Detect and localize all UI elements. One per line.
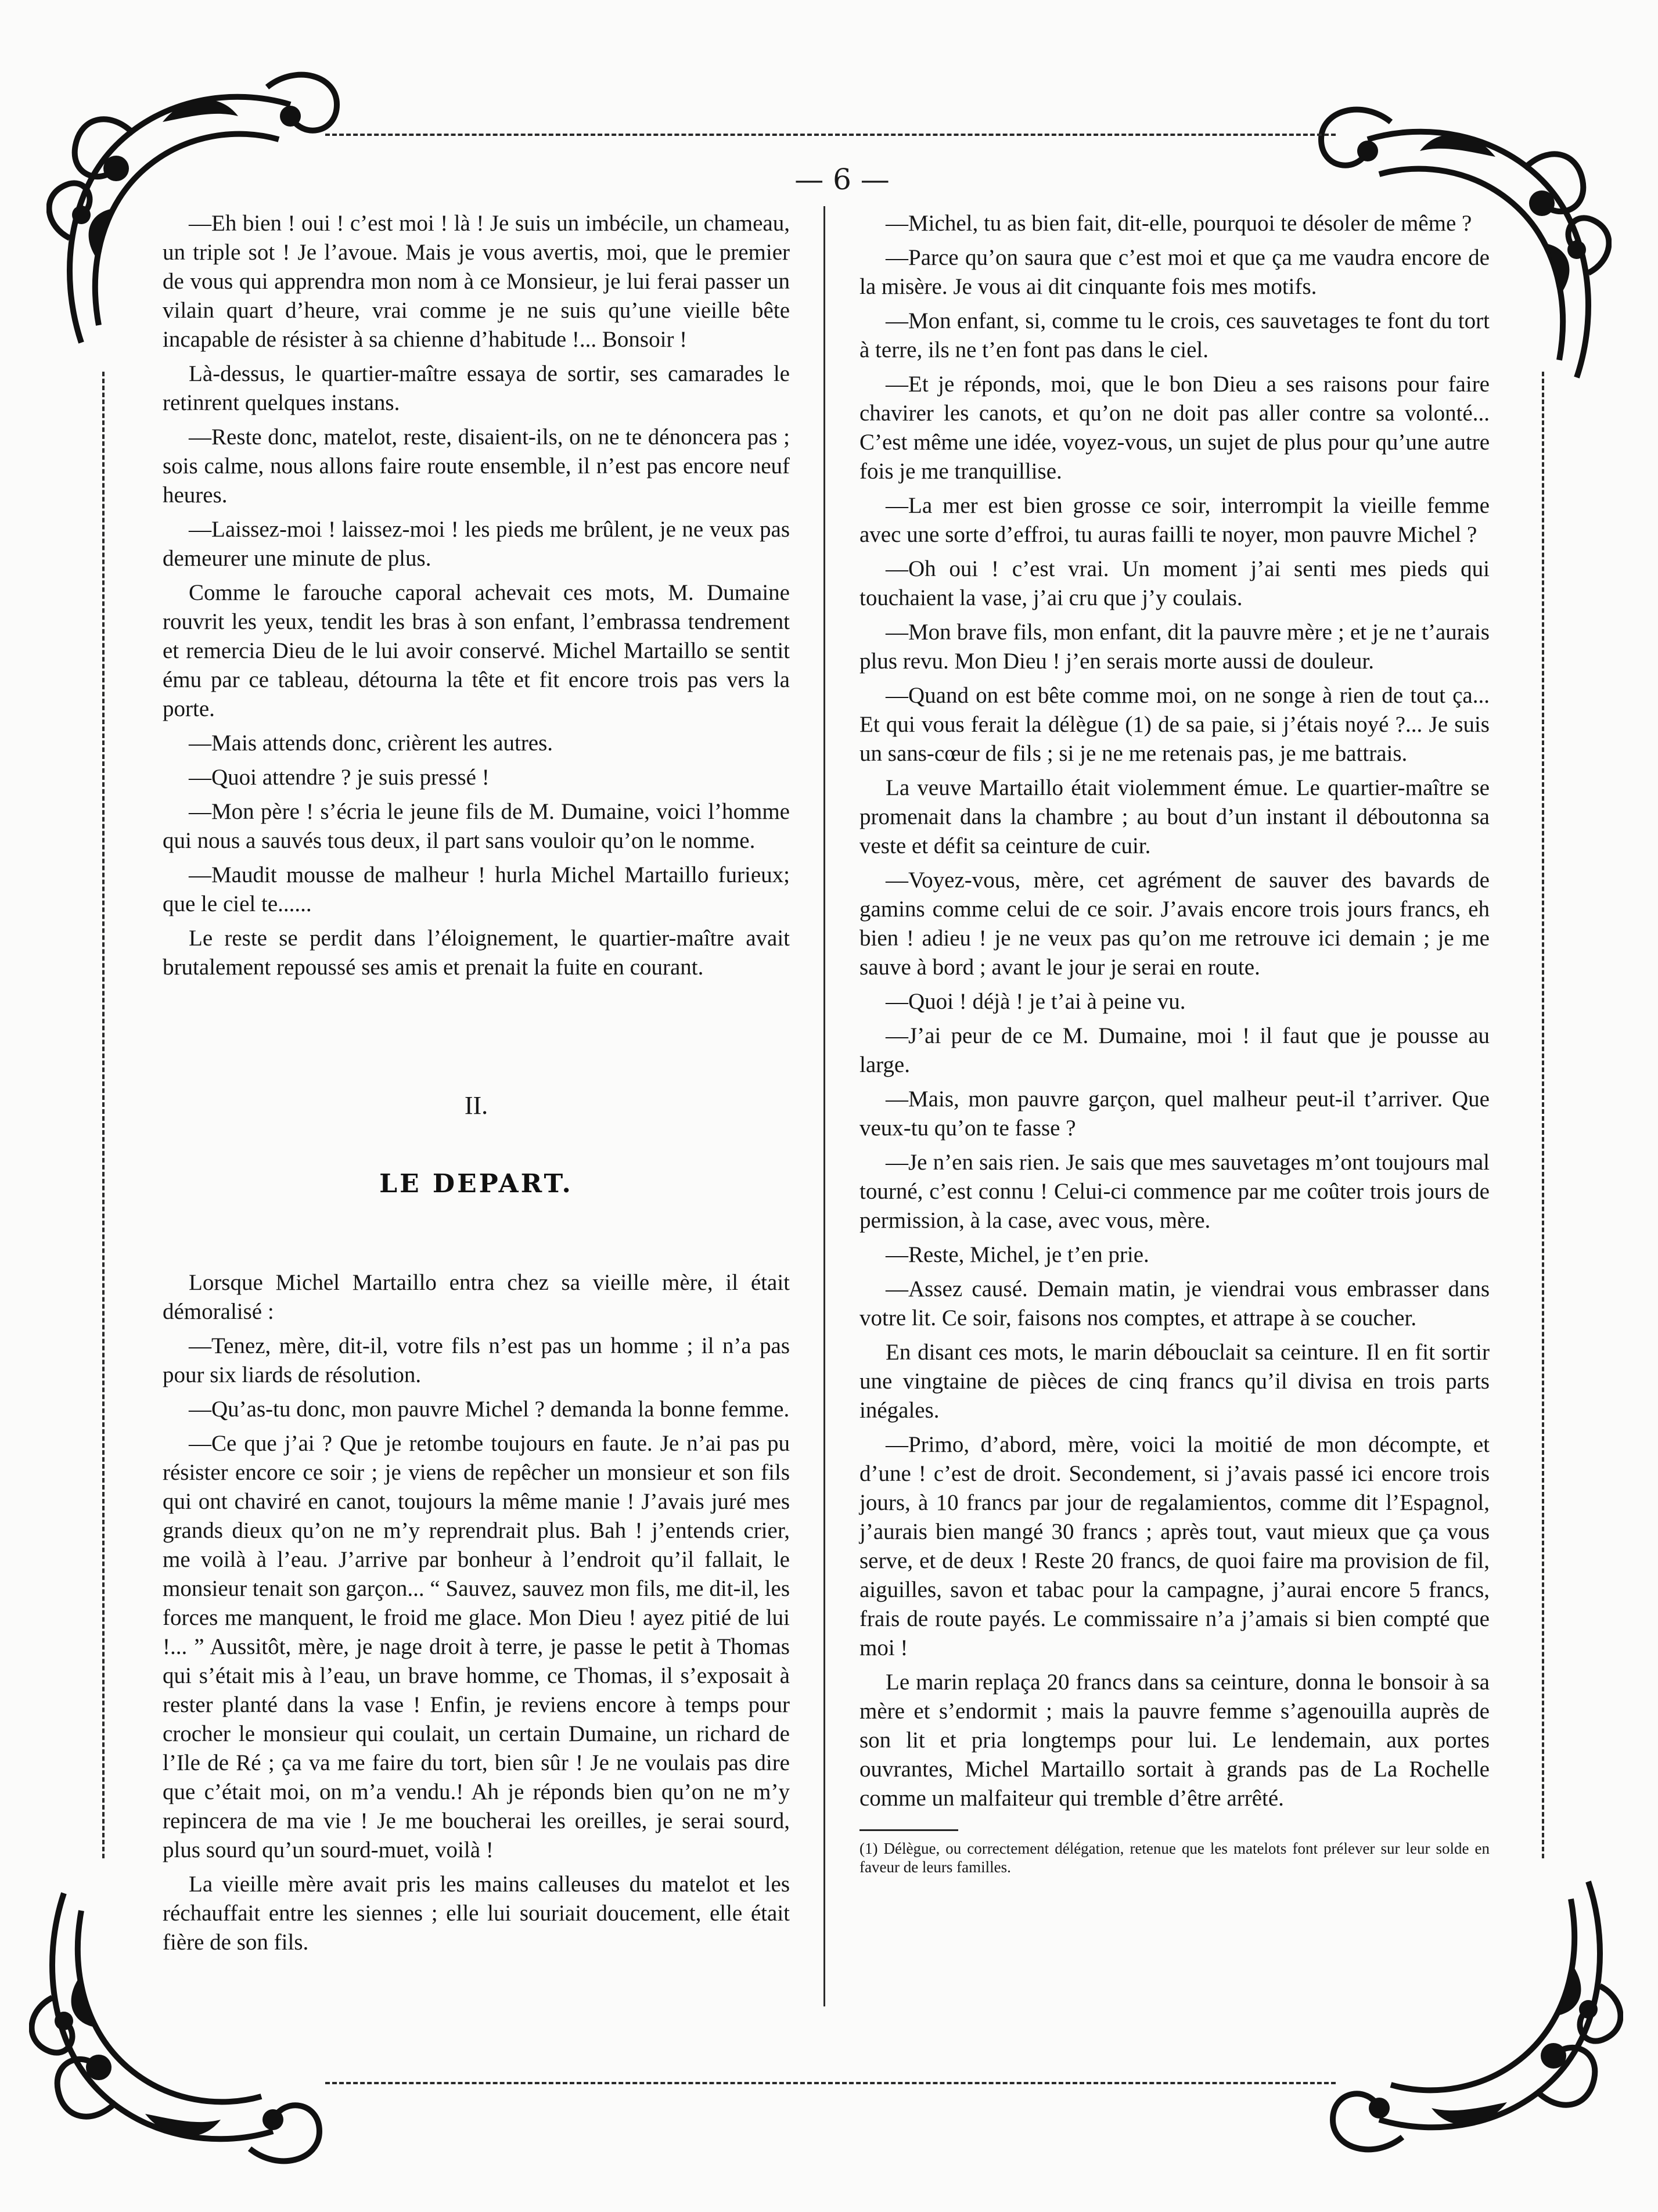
- footnote: (1) Délègue, ou correctement délégation, retenue que les matelots font prélever sur leur solde en faveur de leurs familles.: [859, 1840, 1490, 1876]
- paragraph: —Parce qu’on saura que c’est moi et que ça me vaudra encore de la misère. Je vous ai dit cinquante fois mes motifs.: [859, 245, 1490, 299]
- section-number: II.: [464, 1091, 488, 1120]
- frame-border-left: [102, 372, 105, 1858]
- section-title: LE DEPART.: [379, 1169, 573, 1199]
- paragraph: —Je n’en sais rien. Je sais que mes sauvetages m’ont toujours mal tourné, c’est connu ! Celui-ci commence par me coûter trois jours de permission, à la case, avec vous, mère.: [859, 1150, 1490, 1233]
- paragraph: —Michel, tu as bien fait, dit-elle, pourquoi te désoler de même ?: [886, 211, 1472, 236]
- paragraph: —Qu’as-tu donc, mon pauvre Michel ? demanda la bonne femme.: [189, 1397, 790, 1422]
- paragraph: —Mon enfant, si, comme tu le crois, ces sauvetages te font du tort à terre, ils ne t’en font pas dans le ciel.: [859, 308, 1490, 362]
- paragraph: —Reste, Michel, je t’en prie.: [886, 1242, 1149, 1267]
- paragraph: —Assez causé. Demain matin, je viendrai vous embrasser dans votre lit. Ce soir, faisons nos comptes, et attrape à se coucher.: [859, 1276, 1490, 1330]
- paragraph: Comme le farouche caporal achevait ces mots, M. Dumaine rouvrit les yeux, tendit les bras à son enfant, l’embrassa tendrement et remercia Dieu de le lui avoir conservé. Michel Martaillo se sentit ému par ce tableau, détourna la tête et fit encore trois pas vers la porte.: [163, 580, 790, 721]
- paragraph: —Mon brave fils, mon enfant, dit la pauvre mère ; et je ne t’aurais plus revu. Mon Dieu ! j’en serais morte aussi de douleur.: [859, 620, 1490, 674]
- paragraph: La veuve Martaillo était violemment émue. Le quartier-maître se promenait dans la chambre ; au bout d’un instant il déboutonna sa veste et défit sa ceinture de cuir.: [859, 775, 1490, 858]
- frame-border-bottom: [325, 2082, 1336, 2084]
- paragraph: —Reste donc, matelot, reste, disaient-ils, on ne te dénoncera pas ; sois calme, nous allons faire route ensemble, il n’est pas encore neuf heures.: [163, 425, 790, 508]
- paragraph: —Quoi ! déjà ! je t’ai à peine vu.: [886, 989, 1186, 1014]
- paragraph: —Eh bien ! oui ! c’est moi ! là ! Je suis un imbécile, un chameau, un triple sot ! Je l’avoue. Mais je vous avertis, moi, que le premier de vous qui apprendra mon nom à ce Monsieur, je lui ferai passer un vilain quart d’heure, vrai comme je ne suis qu’une vieille bête incapable de résister à sa chienne d’habitude !... Bonsoir !: [163, 211, 790, 352]
- paragraph: —Quoi attendre ? je suis pressé !: [189, 765, 490, 790]
- paragraph: —Et je réponds, moi, que le bon Dieu a ses raisons pour faire chavirer les canots, et qu’on ne doit pas aller contre sa volonté... C’est même une idée, voyez-vous, un sujet de plus pour qu’une autre fois je me tranquillise.: [859, 372, 1490, 484]
- frame-border-right: [1542, 372, 1544, 1858]
- paragraph: Le marin replaça 20 francs dans sa ceinture, donna le bonsoir à sa mère et s’endormit ; mais la pauvre femme s’agenouilla auprès de son lit et pria longtemps pour lui. Le lendemain, aux portes ouvrantes, Michel Martaillo sortait à grands pas de La Rochelle comme un malfaiteur qui tremble d’être arrêté.: [859, 1670, 1490, 1811]
- paragraph: —Ce que j’ai ? Que je retombe toujours en faute. Je n’ai pas pu résister encore ce soir ; je viens de repêcher un monsieur et son fils qui ont chaviré en canot, toujours la même manie ! J’avais juré mes grands dieux qu’on ne m’y reprendrait plus. Bah ! j’entends crier, me voilà à l’eau. J’arrive par bonheur à l’endroit qu’il fallait, le monsieur tenait son garçon... “ Sauvez, sauvez mon fils, me dit-il, les forces me manquent, le froid me glace. Mon Dieu ! ayez pitié de lui !... ” Aussitôt, mère, je nage droit à terre, je passe le petit à Thomas qui s’était mis à l’eau, un brave homme, ce Thomas, il s’exposait à rester planté dans la vase ! Enfin, je reviens encore à temps pour crocher le monsieur qui coulait, un certain Dumaine, un richard de l’Ile de Ré ; ça va me faire du tort, bien sûr ! Je ne voulais pas dire que c’était moi, on m’a vendu.! Ah je réponds bien qu’on ne m’y repincera de ma vie ! Je me boucherai les oreilles, je serai sourd, plus sourd qu’un sourd-muet, voilà !: [163, 1431, 790, 1862]
- paragraph: —La mer est bien grosse ce soir, interrompit la vieille femme avec une sorte d’effroi, tu auras failli te noyer, mon pauvre Michel ?: [859, 493, 1490, 547]
- paragraph: —Primo, d’abord, mère, voici la moitié de mon décompte, et d’une ! c’est de droit. Secondement, si j’avais passé ici encore trois jours, à 10 francs par jour de regalamientos, comme dit l’Espagnol, j’aurais bien mangé 30 francs ; après tout, vaut mieux que ça vous serve, et de deux ! Reste 20 francs, de quoi faire ma provision de fil, aiguilles, savon et tabac pour la campagne, j’aurai encore 5 francs, frais de route payés. Le commissaire n’a j’amais si bien compté que moi !: [859, 1432, 1490, 1660]
- column-divider: [823, 206, 825, 2006]
- paragraph: —Maudit mousse de malheur ! hurla Michel Martaillo furieux; que le ciel te......: [163, 862, 790, 916]
- paragraph: —Mais attends donc, crièrent les autres.: [189, 731, 553, 756]
- paragraph: La vieille mère avait pris les mains calleuses du matelot et les réchauffait entre les siennes ; elle lui souriait doucement, elle était fière de son fils.: [163, 1872, 790, 1955]
- paragraph: Le reste se perdit dans l’éloignement, le quartier-maître avait brutalement repoussé ses amis et prenait la fuite en courant.: [163, 926, 790, 980]
- paragraph: —Quand on est bête comme moi, on ne songe à rien de tout ça... Et qui vous ferait la délègue (1) de sa paie, si j’étais noyé ?... Je suis un sans-cœur de fils ; si je ne me retenais pas, je me battrais.: [859, 683, 1490, 766]
- paragraph: —Voyez-vous, mère, cet agrément de sauver des bavards de gamins comme celui de ce soir. J’avais encore trois jours francs, eh bien ! adieu ! je ne veux pas qu’on me retrouve ici demain ; je me sauve à bord ; avant le jour je serai en route.: [859, 868, 1490, 980]
- corner-ornament-bottom-right: [1321, 1858, 1623, 2172]
- paragraph: —Tenez, mère, dit-il, votre fils n’est pas un homme ; il n’a pas pour six liards de résolution.: [163, 1333, 790, 1387]
- paragraph: —Laissez-moi ! laissez-moi ! les pieds me brûlent, je ne veux pas demeurer une minute de plus.: [163, 517, 790, 571]
- paragraph: —Mais, mon pauvre garçon, quel malheur peut-il t’arriver. Que veux-tu qu’on te fasse ?: [859, 1087, 1490, 1141]
- paragraph: En disant ces mots, le marin débouclait sa ceinture. Il en fit sortir une vingtaine de pièces de cinq francs qu’il divisa en trois parts inégales.: [859, 1340, 1490, 1423]
- footnote-rule: [859, 1829, 958, 1831]
- right-column: [859, 209, 1490, 1876]
- paragraph: —J’ai peur de ce M. Dumaine, moi ! il faut que je pousse au large.: [859, 1023, 1490, 1077]
- paragraph: —Oh oui ! c’est vrai. Un moment j’ai senti mes pieds qui touchaient la vase, j’ai cru que j’y coulais.: [859, 556, 1490, 610]
- paragraph: Là-dessus, le quartier-maître essaya de sortir, ses camarades le retinrent quelques instans.: [163, 361, 790, 415]
- left-column: [163, 209, 790, 1962]
- paragraph: —Mon père ! s’écria le jeune fils de M. Dumaine, voici l’homme qui nous a sauvés tous deux, il part sans vouloir qu’on le nomme.: [163, 799, 790, 853]
- paragraph: Lorsque Michel Martaillo entra chez sa vieille mère, il était démoralisé :: [163, 1270, 790, 1324]
- frame-border-top: [325, 134, 1336, 136]
- page-number: — 6 —: [794, 163, 890, 196]
